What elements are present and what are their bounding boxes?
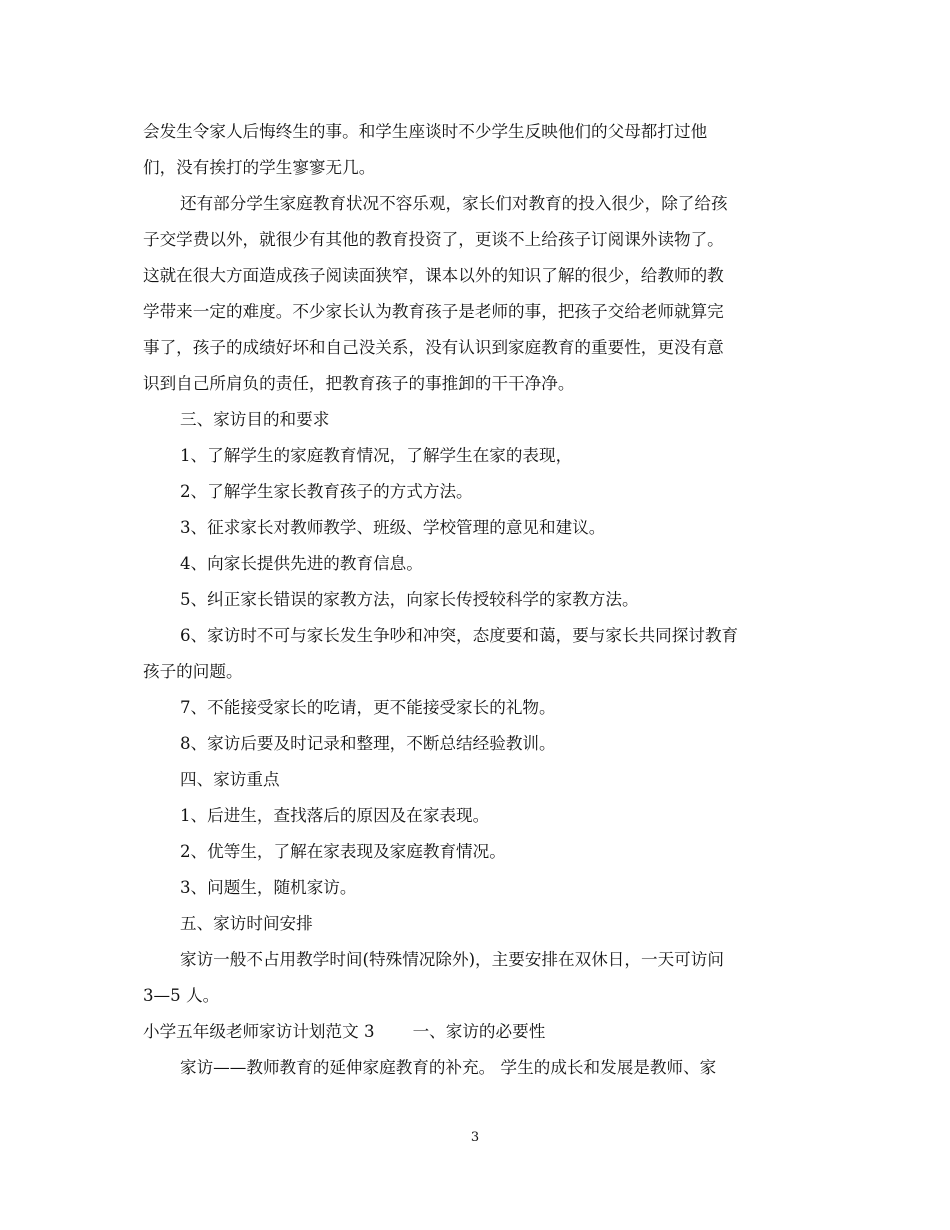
page-number: 3 <box>470 1130 480 1145</box>
document-body <box>143 114 808 1086</box>
paragraph-line: 家访一般不占用教学时间(特殊情况除外)，主要安排在双休日，一天可访问 <box>180 950 724 969</box>
section-first-heading: 一、家访的必要性 <box>412 1022 546 1041</box>
paragraph-line: 会发生令家人后悔终生的事。和学生座谈时不少学生反映他们的父母都打过他 <box>143 122 708 141</box>
paragraph-line: 四、家访重点 <box>180 770 280 789</box>
paragraph-line: 事了，孩子的成绩好坏和自己没关系，没有认识到家庭教育的重要性，更没有意 <box>143 338 724 357</box>
paragraph-line: 家访——教师教育的延伸家庭教育的补充。 学生的成长和发展是教师、家 <box>180 1058 717 1077</box>
paragraph-line: 子交学费以外，就很少有其他的教育投资了，更谈不上给孩子订阅课外读物了。 <box>143 230 724 249</box>
paragraph-line: 识到自己所肩负的责任，把教育孩子的事推卸的干干净净。 <box>143 374 575 393</box>
paragraph-line: 孩子的问题。 <box>143 662 243 681</box>
paragraph-line: 们，没有挨打的学生寥寥无几。 <box>143 158 376 177</box>
paragraph-line: 5、纠正家长错误的家教方法，向家长传授较科学的家教方法。 <box>180 590 639 609</box>
paragraph-line: 2、优等生，了解在家表现及家庭教育情况。 <box>180 842 506 861</box>
paragraph-line: 三、家访目的和要求 <box>180 410 330 429</box>
paragraph-line: 3—5 人。 <box>143 986 220 1005</box>
paragraph-line: 3、问题生，随机家访。 <box>180 878 357 897</box>
paragraph-line: 1、后进生，查找落后的原因及在家表现。 <box>180 806 490 825</box>
paragraph-line: 这就在很大方面造成孩子阅读面狭窄，课本以外的知识了解的很少，给教师的教 <box>143 266 724 285</box>
paragraph-line: 学带来一定的难度。不少家长认为教育孩子是老师的事，把孩子交给老师就算完 <box>143 302 724 321</box>
paragraph-line: 7、不能接受家长的吃请，更不能接受家长的礼物。 <box>180 698 556 717</box>
paragraph-line: 6、家访时不可与家长发生争吵和冲突，态度要和蔼，要与家长共同探讨教育 <box>180 626 739 645</box>
paragraph-line: 五、家访时间安排 <box>180 914 313 933</box>
section-title: 小学五年级老师家访计划范文 3 <box>143 1022 375 1041</box>
paragraph-line: 还有部分学生家庭教育状况不容乐观，家长们对教育的投入很少，除了给孩 <box>180 194 728 213</box>
paragraph-line: 3、征求家长对教师教学、班级、学校管理的意见和建议。 <box>180 518 606 537</box>
paragraph-line: 2、了解学生家长教育孩子的方式方法。 <box>180 482 473 501</box>
paragraph-line: 4、向家长提供先进的教育信息。 <box>180 554 423 573</box>
paragraph-line: 1、了解学生的家庭教育情况，了解学生在家的表现， <box>180 446 573 465</box>
section-title-row <box>143 1014 808 1050</box>
paragraph-line: 8、家访后要及时记录和整理，不断总结经验教训。 <box>180 734 556 753</box>
